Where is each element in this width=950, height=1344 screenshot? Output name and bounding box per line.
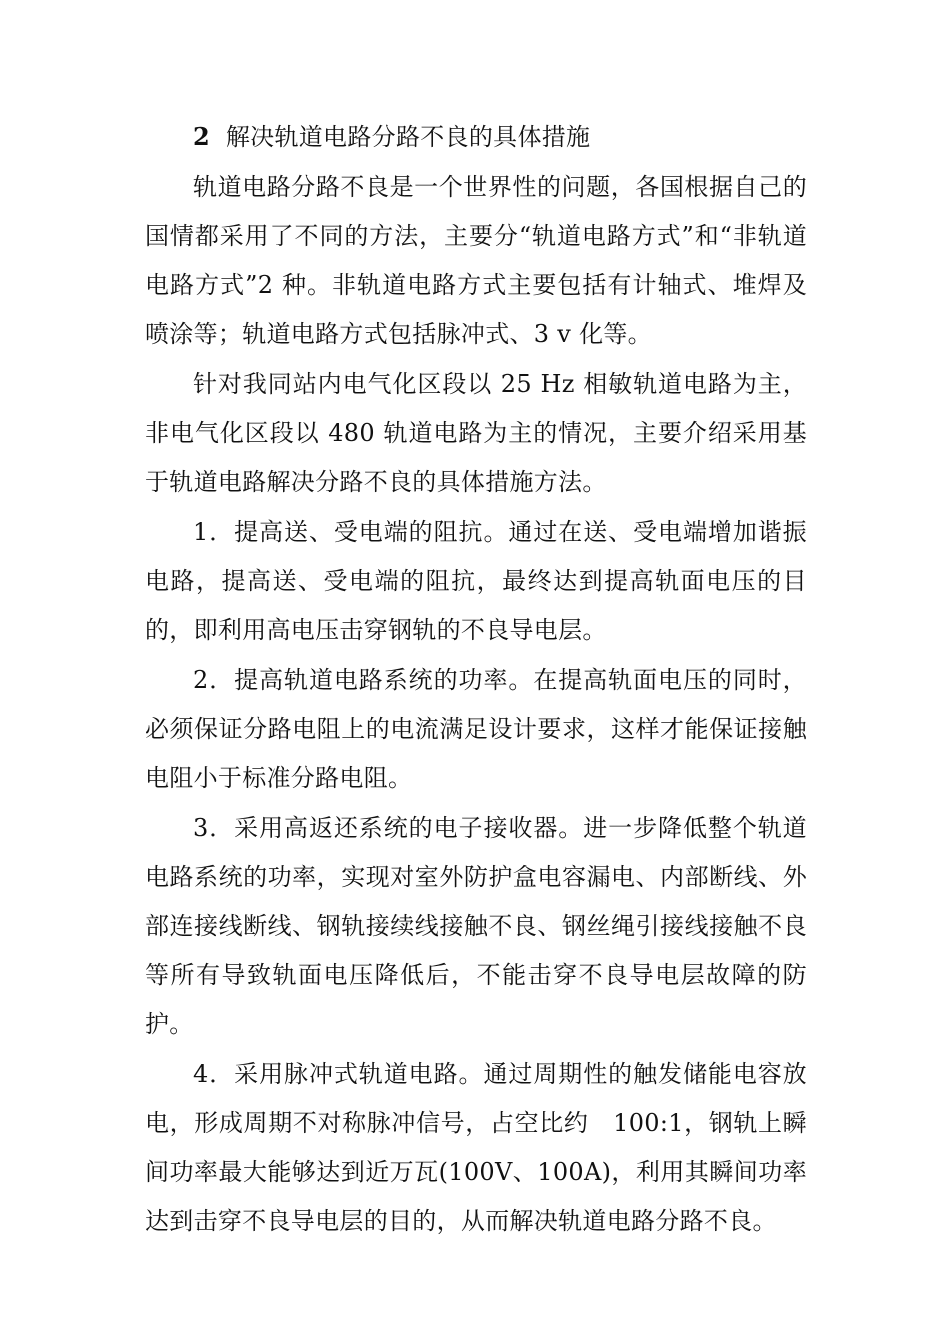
section-heading [145, 112, 807, 162]
section-number: 2 [193, 122, 210, 151]
document-body [145, 112, 807, 1247]
paragraph-context: 针对我同站内电气化区段以 25 Hz 相敏轨道电路为主，非电气化区段以 480 轨道电路为主的情况，主要介绍采用基于轨道电路解决分路不良的具体措施方法。 [145, 370, 807, 496]
paragraph-measure-2: 2．提高轨道电路系统的功率。在提高轨面电压的同时，必须保证分路电阻上的电流满足设计要求，这样才能保证接触电阻小于标准分路电阻。 [145, 666, 807, 792]
paragraph-intro: 轨道电路分路不良是一个世界性的问题，各国根据自己的国情都采用了不同的方法，主要分“轨道电路方式”和“非轨道电路方式”2 种。非轨道电路方式主要包括有计轴式、堆焊及喷涂等；轨道电路方式包括脉冲式、3 v 化等。 [145, 173, 807, 348]
paragraph-measure-1: 1．提高送、受电端的阻抗。通过在送、受电端增加谐振电路，提高送、受电端的阻抗，最终达到提高轨面电压的目的，即利用高电压击穿钢轨的不良导电层。 [145, 518, 807, 644]
paragraph-measure-4: 4．采用脉冲式轨道电路。通过周期性的触发储能电容放电，形成周期不对称脉冲信号，占空比约 100:1，钢轨上瞬间功率最大能够达到近万瓦(100V、100A)，利用其瞬间功率达到击穿不良导电层的目的，从而解决轨道电路分路不良。 [145, 1060, 807, 1235]
section-title: 解决轨道电路分路不良的具体措施 [225, 123, 591, 151]
paragraph-measure-3: 3．采用高返还系统的电子接收器。进一步降低整个轨道电路系统的功率，实现对室外防护盒电容漏电、内部断线、外部连接线断线、钢轨接续线接触不良、钢丝绳引接线接触不良等所有导致轨面电压降低后，不能击穿不良导电层故障的防护。 [145, 814, 807, 1038]
